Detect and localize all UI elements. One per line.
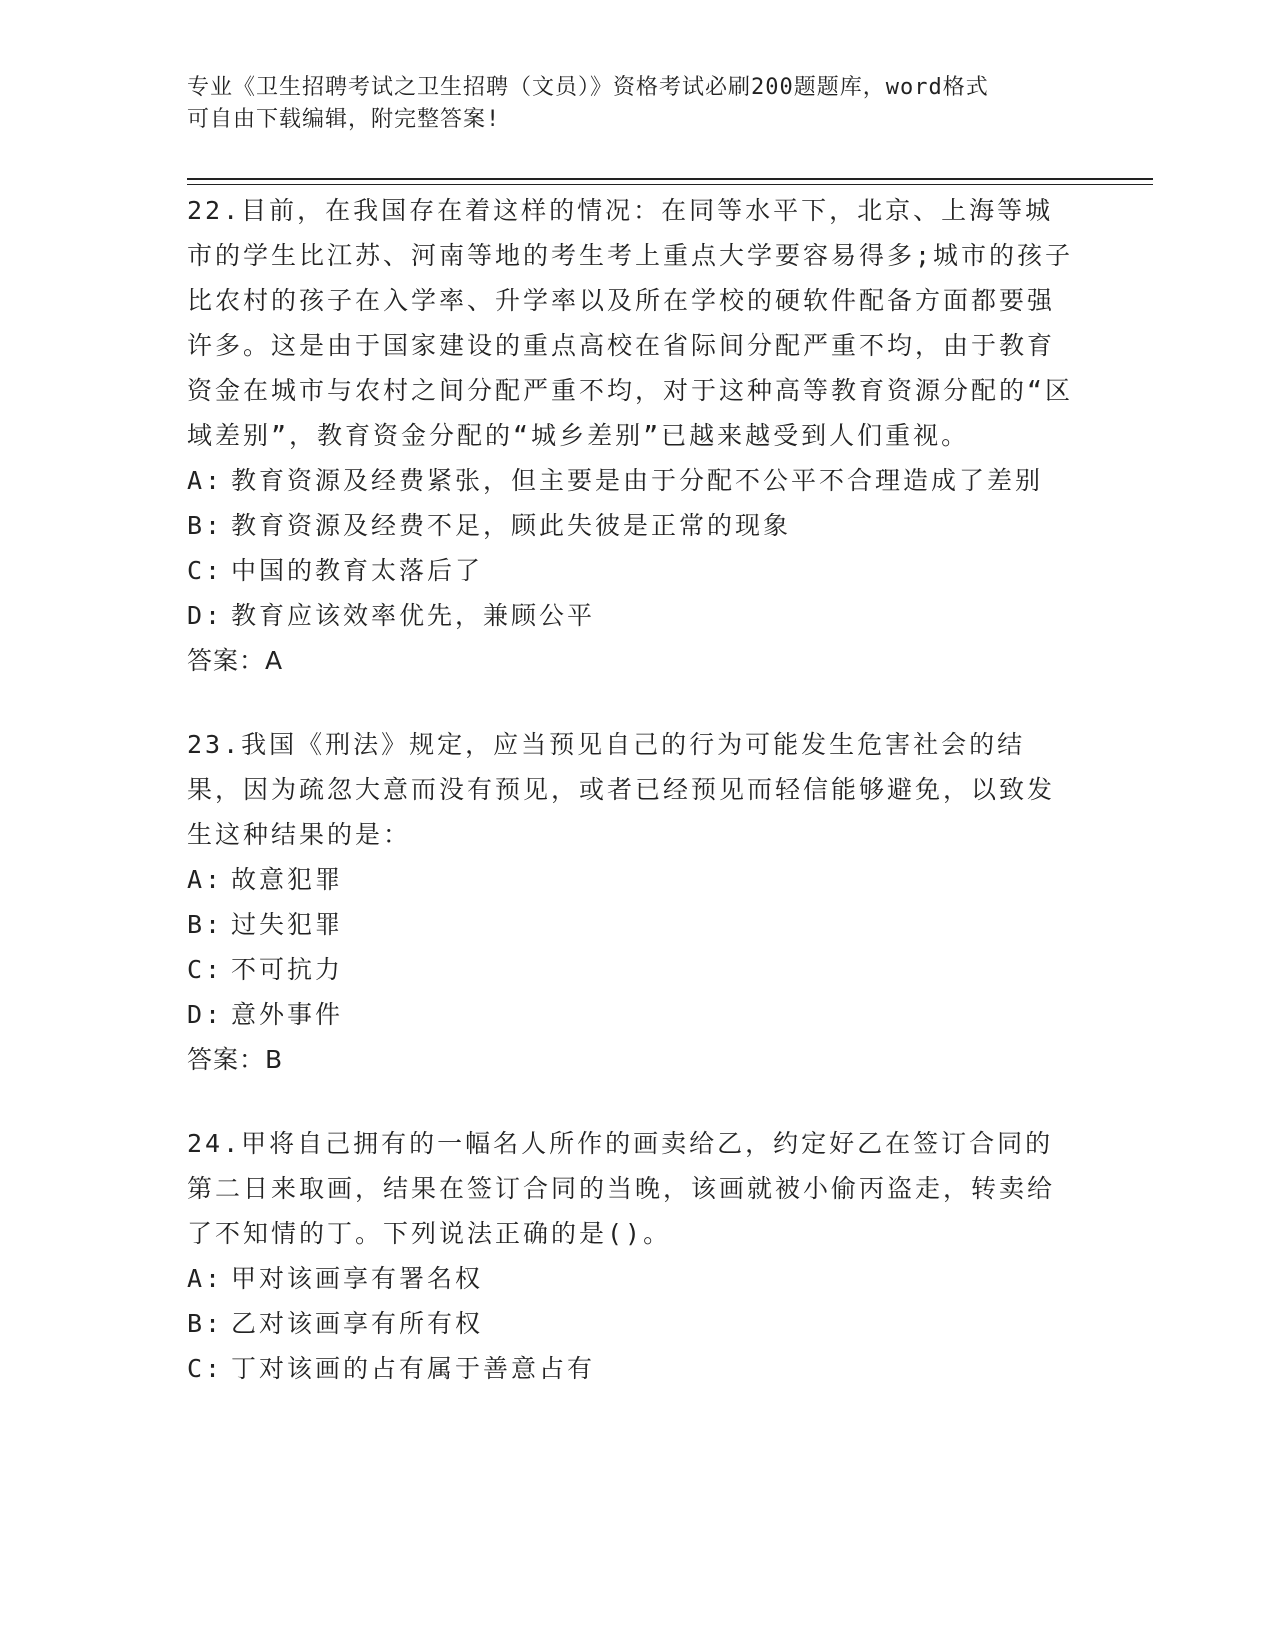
question-text: 23.我国《刑法》规定，应当预见自己的行为可能发生危害社会的结果，因为疏忽大意而没有预见，或者已经预见而轻信能够避免，以致发生这种结果的是： [187, 730, 1056, 849]
option-key: D: [187, 1000, 224, 1029]
option-text: 甲对该画享有署名权 [231, 1264, 484, 1293]
question-22 [187, 188, 1077, 683]
option-b [187, 503, 1077, 548]
option-text: 故意犯罪 [231, 865, 344, 894]
question-text: 22.目前，在我国存在着这样的情况：在同等水平下，北京、上海等城市的学生比江苏、河南等地的考生考上重点大学要容易得多;城市的孩子比农村的孩子在入学率、升学率以及所在学校的硬软件配备方面都要强许多。这是由于国家建设的重点高校在省际间分配严重不均，由于教育资金在城市与农村之间分配严重不均，对于这种高等教育资源分配的“区域差别”，教育资金分配的“城乡差别”已越来越受到人们重视。 [187, 196, 1074, 450]
question-text: 24.甲将自己拥有的一幅名人所作的画卖给乙，约定好乙在签订合同的第二日来取画，结果在签订合同的当晚，该画就被小偷丙盗走，转卖给了不知情的丁。下列说法正确的是()。 [187, 1129, 1056, 1248]
option-key: A: [187, 1264, 224, 1293]
header-rule-thick [187, 178, 1153, 180]
option-a [187, 1256, 1077, 1301]
question-24 [187, 1121, 1077, 1391]
option-text: 中国的教育太落后了 [231, 556, 484, 585]
option-b [187, 1301, 1077, 1346]
header-title-line-2: 可自由下载编辑，附完整答案! [187, 107, 501, 132]
question-23 [187, 722, 1077, 1082]
option-d [187, 593, 1077, 638]
option-key: C: [187, 1354, 224, 1383]
option-text: 乙对该画享有所有权 [231, 1309, 484, 1338]
option-c [187, 947, 1077, 992]
option-c [187, 548, 1077, 593]
question-list [187, 188, 1077, 1391]
option-key: A: [187, 466, 224, 495]
option-text: 不可抗力 [231, 955, 344, 984]
option-text: 教育应该效率优先，兼顾公平 [231, 601, 596, 630]
option-key: B: [187, 910, 224, 939]
option-text: 意外事件 [231, 1000, 344, 1029]
option-text: 丁对该画的占有属于善意占有 [231, 1354, 596, 1383]
option-a [187, 458, 1077, 503]
option-key: A: [187, 865, 224, 894]
option-key: C: [187, 556, 224, 585]
option-text: 教育资源及经费不足，顾此失彼是正常的现象 [231, 511, 792, 540]
option-d [187, 992, 1077, 1037]
option-text: 教育资源及经费紧张，但主要是由于分配不公平不合理造成了差别 [231, 466, 1044, 495]
answer-line: 答案：B [187, 1045, 284, 1074]
option-key: B: [187, 1309, 224, 1338]
answer-line: 答案：A [187, 646, 284, 675]
option-c [187, 1346, 1077, 1391]
option-key: D: [187, 601, 224, 630]
header-title-line-1: 专业《卫生招聘考试之卫生招聘（文员）》资格考试必刷200题题库，word格式 [187, 75, 989, 100]
option-key: B: [187, 511, 224, 540]
option-a [187, 857, 1077, 902]
option-key: C: [187, 955, 224, 984]
option-b [187, 902, 1077, 947]
header-rule-thin [187, 184, 1153, 185]
page-header [187, 72, 1087, 136]
option-text: 过失犯罪 [231, 910, 344, 939]
